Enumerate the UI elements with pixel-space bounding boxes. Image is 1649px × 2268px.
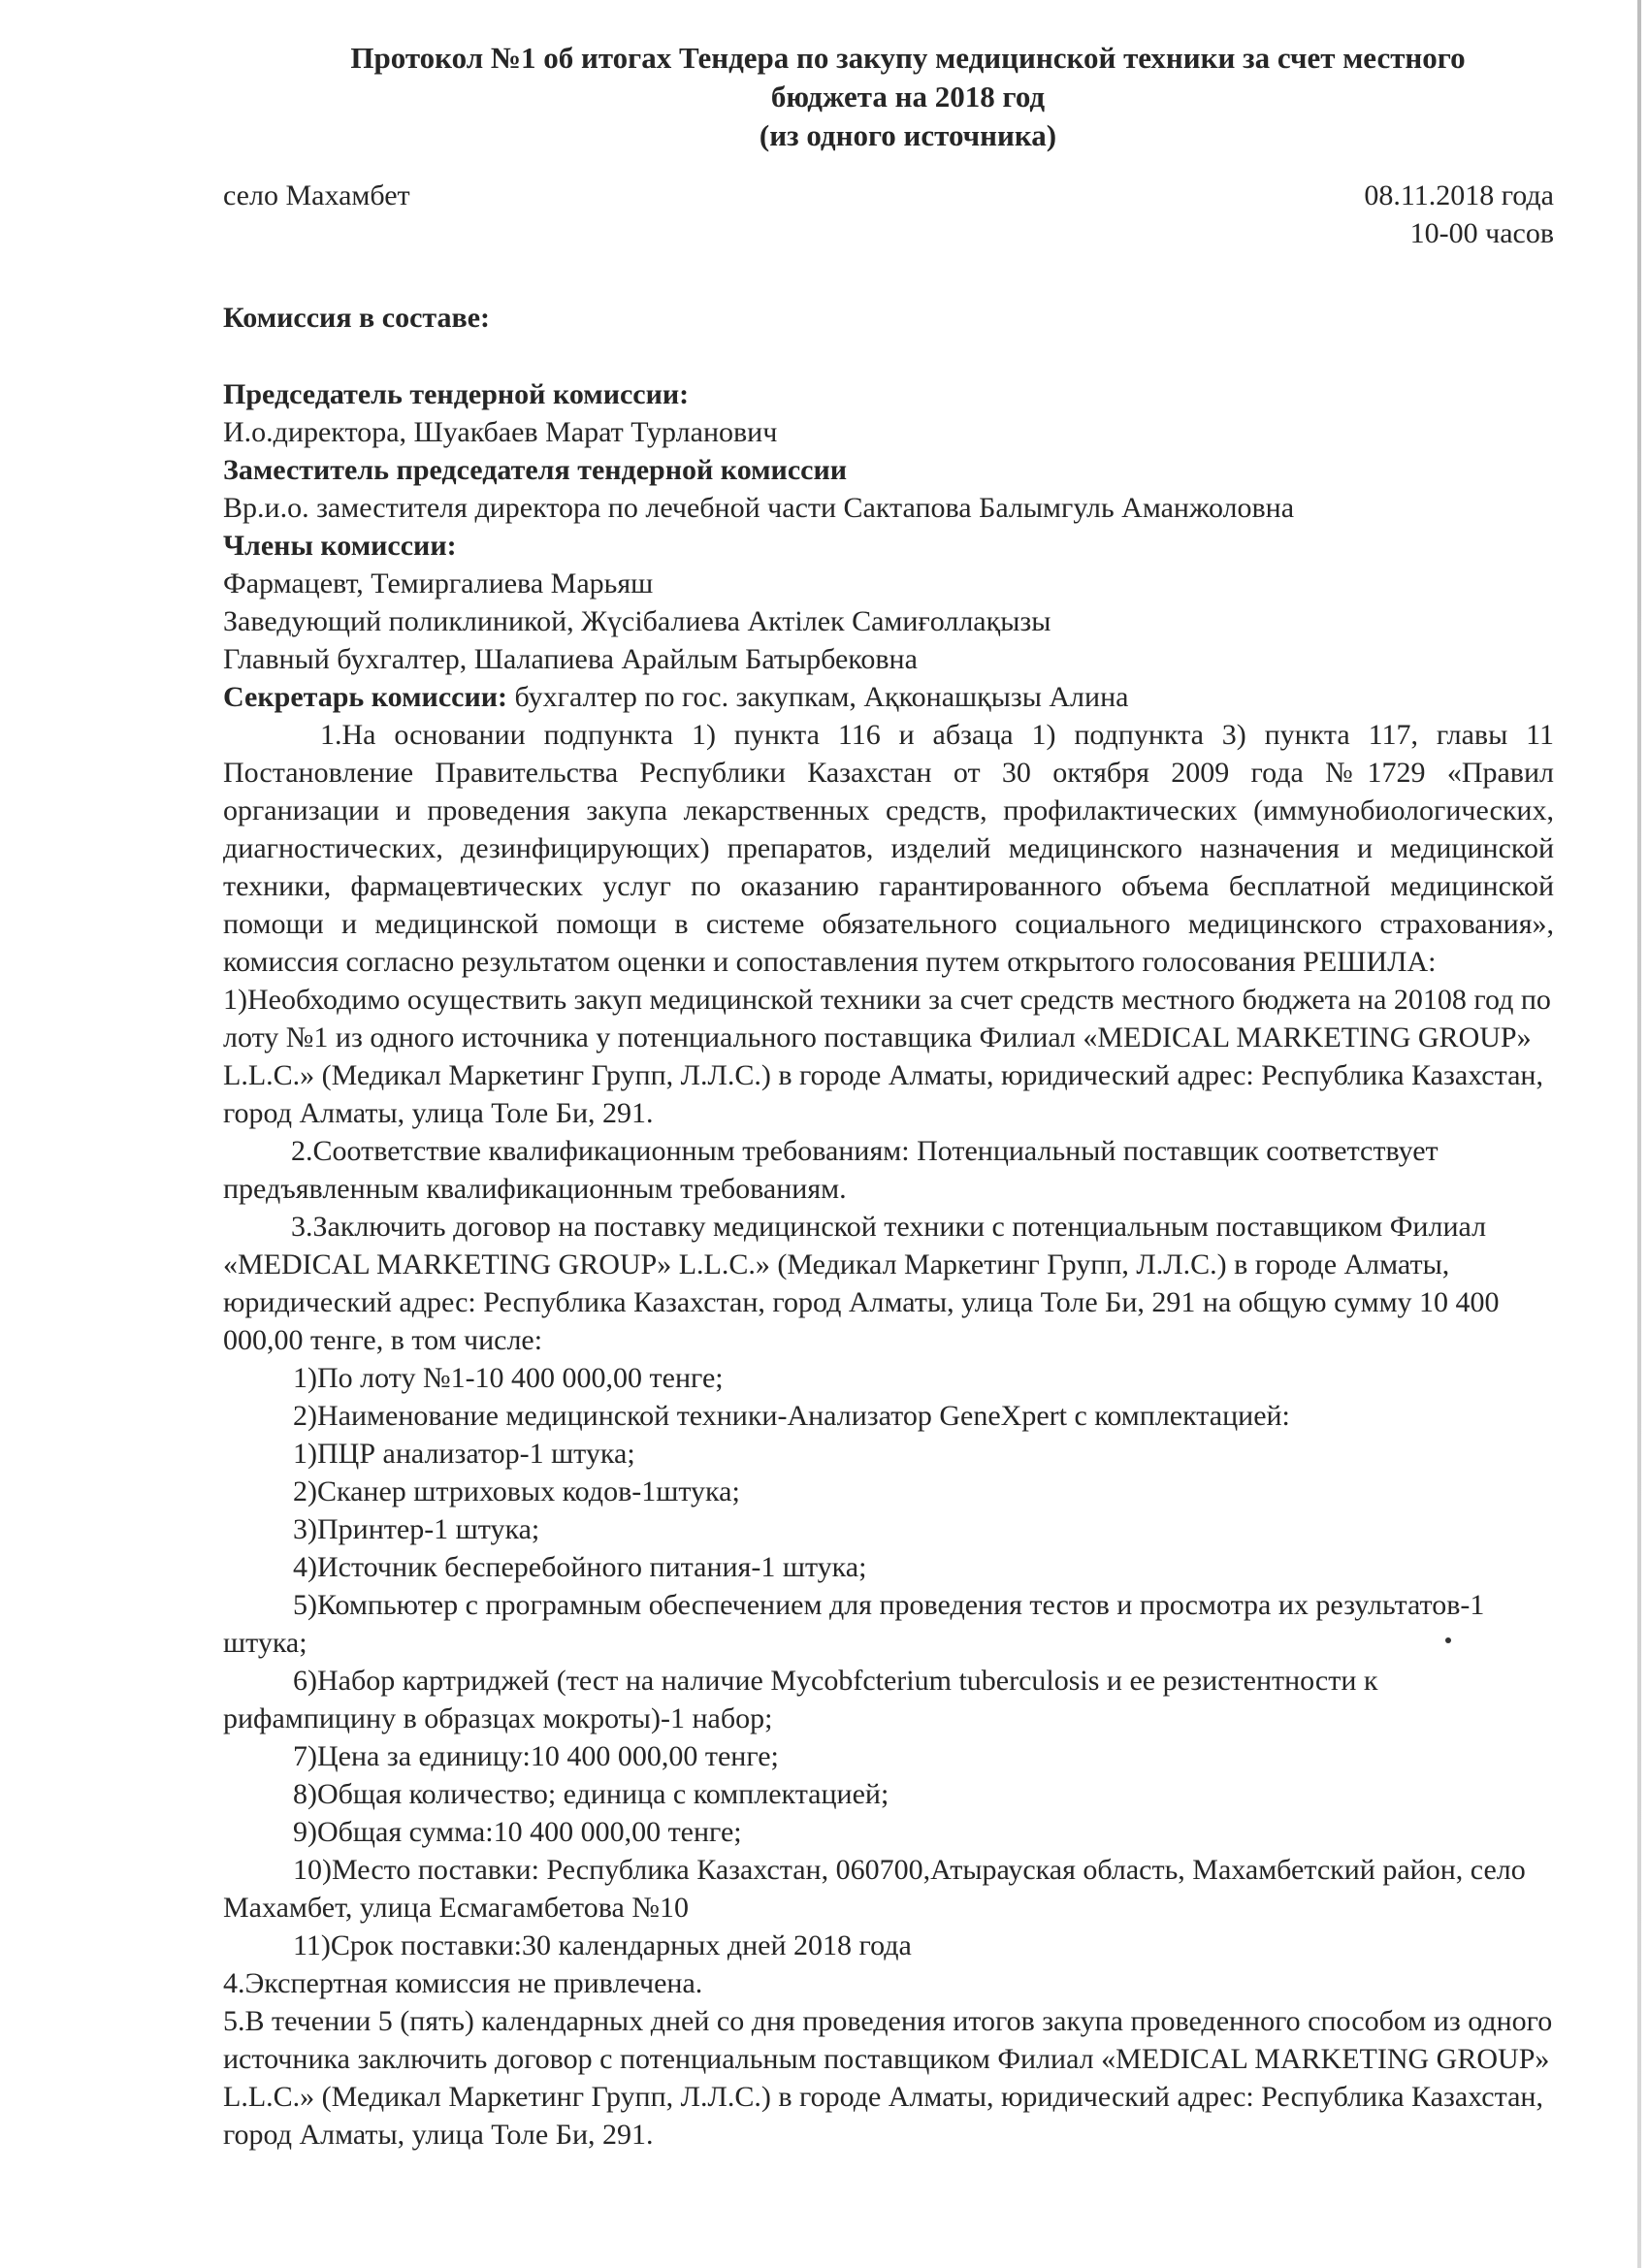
chair-label: Председатель тендерной комиссии:: [223, 378, 690, 410]
title-line-2: бюджета на 2018 год: [770, 80, 1046, 113]
chair: И.о.директора, Шуакбаев Марат Турланович: [223, 416, 778, 448]
list-item: 9)Общая сумма:10 400 000,00 тенге;: [293, 1816, 742, 1848]
header-row: [223, 177, 1554, 252]
member: Фармацевт, Темиргалиева Марьяш: [223, 567, 654, 599]
title-line-3: (из одного источника): [759, 118, 1057, 152]
list-item: 10)Место поставки: Республика Казахстан, 060700,Атырауская область, Махамбетский район, село Махамбет, улица Есмагамбетова №10: [223, 1854, 1526, 1924]
secretary-line: [223, 678, 1554, 716]
date: 08.11.2018 года: [1364, 179, 1554, 211]
list-item: 5)Компьютер с програмным обеспечением для проведения тестов и просмотра их результатов-1 штука;: [223, 1589, 1485, 1659]
list-item: 6)Набор картриджей (тест на наличие Mycobfcterium tuberculosis и ее резистентности к рифампицину в образцах мокроты)-1 набор;: [223, 1665, 1378, 1734]
list-item: 1)ПЦР анализатор-1 штука;: [293, 1438, 635, 1470]
title-line-1: Протокол №1 об итогах Тендера по закупу медицинской техники за счет местного: [350, 41, 1466, 75]
secretary: бухгалтер по гос. закупкам, Ақконашқызы Алина: [507, 681, 1129, 713]
spacer: [223, 337, 1554, 375]
commission-heading: Комиссия в составе:: [223, 302, 490, 334]
list-item: 2)Наименование медицинской техники-Анализатор GeneXpert с комплектацией:: [293, 1400, 1290, 1432]
list-item: 8)Общая количество; единица с комплектацией;: [293, 1778, 889, 1810]
paragraph-1-1: 1)Необходимо осуществить закуп медицинской техники за счет средств местного бюджета на 20108 год по лоту №1 из одного источника у потенциального поставщика Филиал «MEDICAL MARKETING GROUP» L.L.C.» (Медикал Маркетинг Групп, Л.Л.С.) в городе Алматы, юридический адрес: Республика Казахстан, город Алматы, улица Толе Би, 291.: [223, 984, 1551, 1129]
date-time: [1364, 177, 1554, 252]
member: Главный бухгалтер, Шалапиева Арайлым Батырбековна: [223, 643, 918, 675]
list-item: 4)Источник бесперебойного питания-1 штука;: [293, 1551, 867, 1583]
secretary-label: Секретарь комиссии:: [223, 681, 508, 713]
ink-dot: [1445, 1637, 1451, 1643]
list-item: 1)По лоту №1-10 400 000,00 тенге;: [293, 1362, 724, 1394]
time: 10-00 часов: [1409, 217, 1554, 249]
deputy: Вр.и.о. заместителя директора по лечебной части Сактапова Балымгуль Аманжоловна: [223, 492, 1295, 524]
member: Заведующий поликлиникой, Жүсібалиева Актілек Самиғоллақызы: [223, 605, 1051, 637]
document-title: [262, 39, 1554, 155]
list-item: 7)Цена за единицу:10 400 000,00 тенге;: [293, 1740, 779, 1772]
paragraph-3: 3.Заключить договор на поставку медицинской техники с потенциальным поставщиком Филиал «MEDICAL MARKETING GROUP» L.L.C.» (Медикал Маркетинг Групп, Л.Л.С.) в городе Алматы, юридический адрес: Республика Казахстан, город Алматы, улица Толе Би, 291 на общую сумму 10 400 000,00 тенге, в том числе:: [223, 1211, 1500, 1356]
deputy-label: Заместитель председателя тендерной комиссии: [223, 454, 848, 486]
paragraph-1: 1.На основании подпункта 1) пункта 116 и абзаца 1) подпункта 3) пункта 117, главы 11 Постановление Правительства Республики Казахстан от 30 октября 2009 года №1729 «Правил организации и проведения закупа лекарственных средств, профилактических (иммунобиологических, диагностических, дезинфицирующих) препаратов, изделий медицинского назначения и медицинской техники, фармацевтических услуг по оказанию гарантированного объема бесплатной медицинской помощи и медицинской помощи в системе обязательного социального медицинского страхования», комиссия согласно результатом оценки и сопоставления путем открытого голосования РЕШИЛА:: [223, 719, 1554, 978]
list-item: 3)Принтер-1 штука;: [293, 1513, 540, 1545]
paragraph-5: 5.В течении 5 (пять) календарных дней со дня проведения итогов закупа проведенного способом из одного источника заключить договор с потенциальным поставщиком Филиал «MEDICAL MARKETING GROUP» L.L.C.» (Медикал Маркетинг Групп, Л.Л.С.) в городе Алматы, юридический адрес: Республика Казахстан, город Алматы, улица Толе Би, 291.: [223, 2005, 1553, 2151]
paragraph-2: 2.Соответствие квалификационным требованиям: Потенциальный поставщик соответствует предъявленным квалификационным требованиям.: [223, 1135, 1439, 1205]
list-item: 2)Сканер штриховых кодов-1штука;: [293, 1475, 740, 1507]
paragraph-4: 4.Экспертная комиссия не привлечена.: [223, 1967, 703, 1999]
members-label: Члены комиссии:: [223, 530, 457, 562]
list-item: 11)Срок поставки:30 календарных дней 2018 года: [293, 1929, 912, 1961]
place: село Махамбет: [223, 179, 410, 211]
